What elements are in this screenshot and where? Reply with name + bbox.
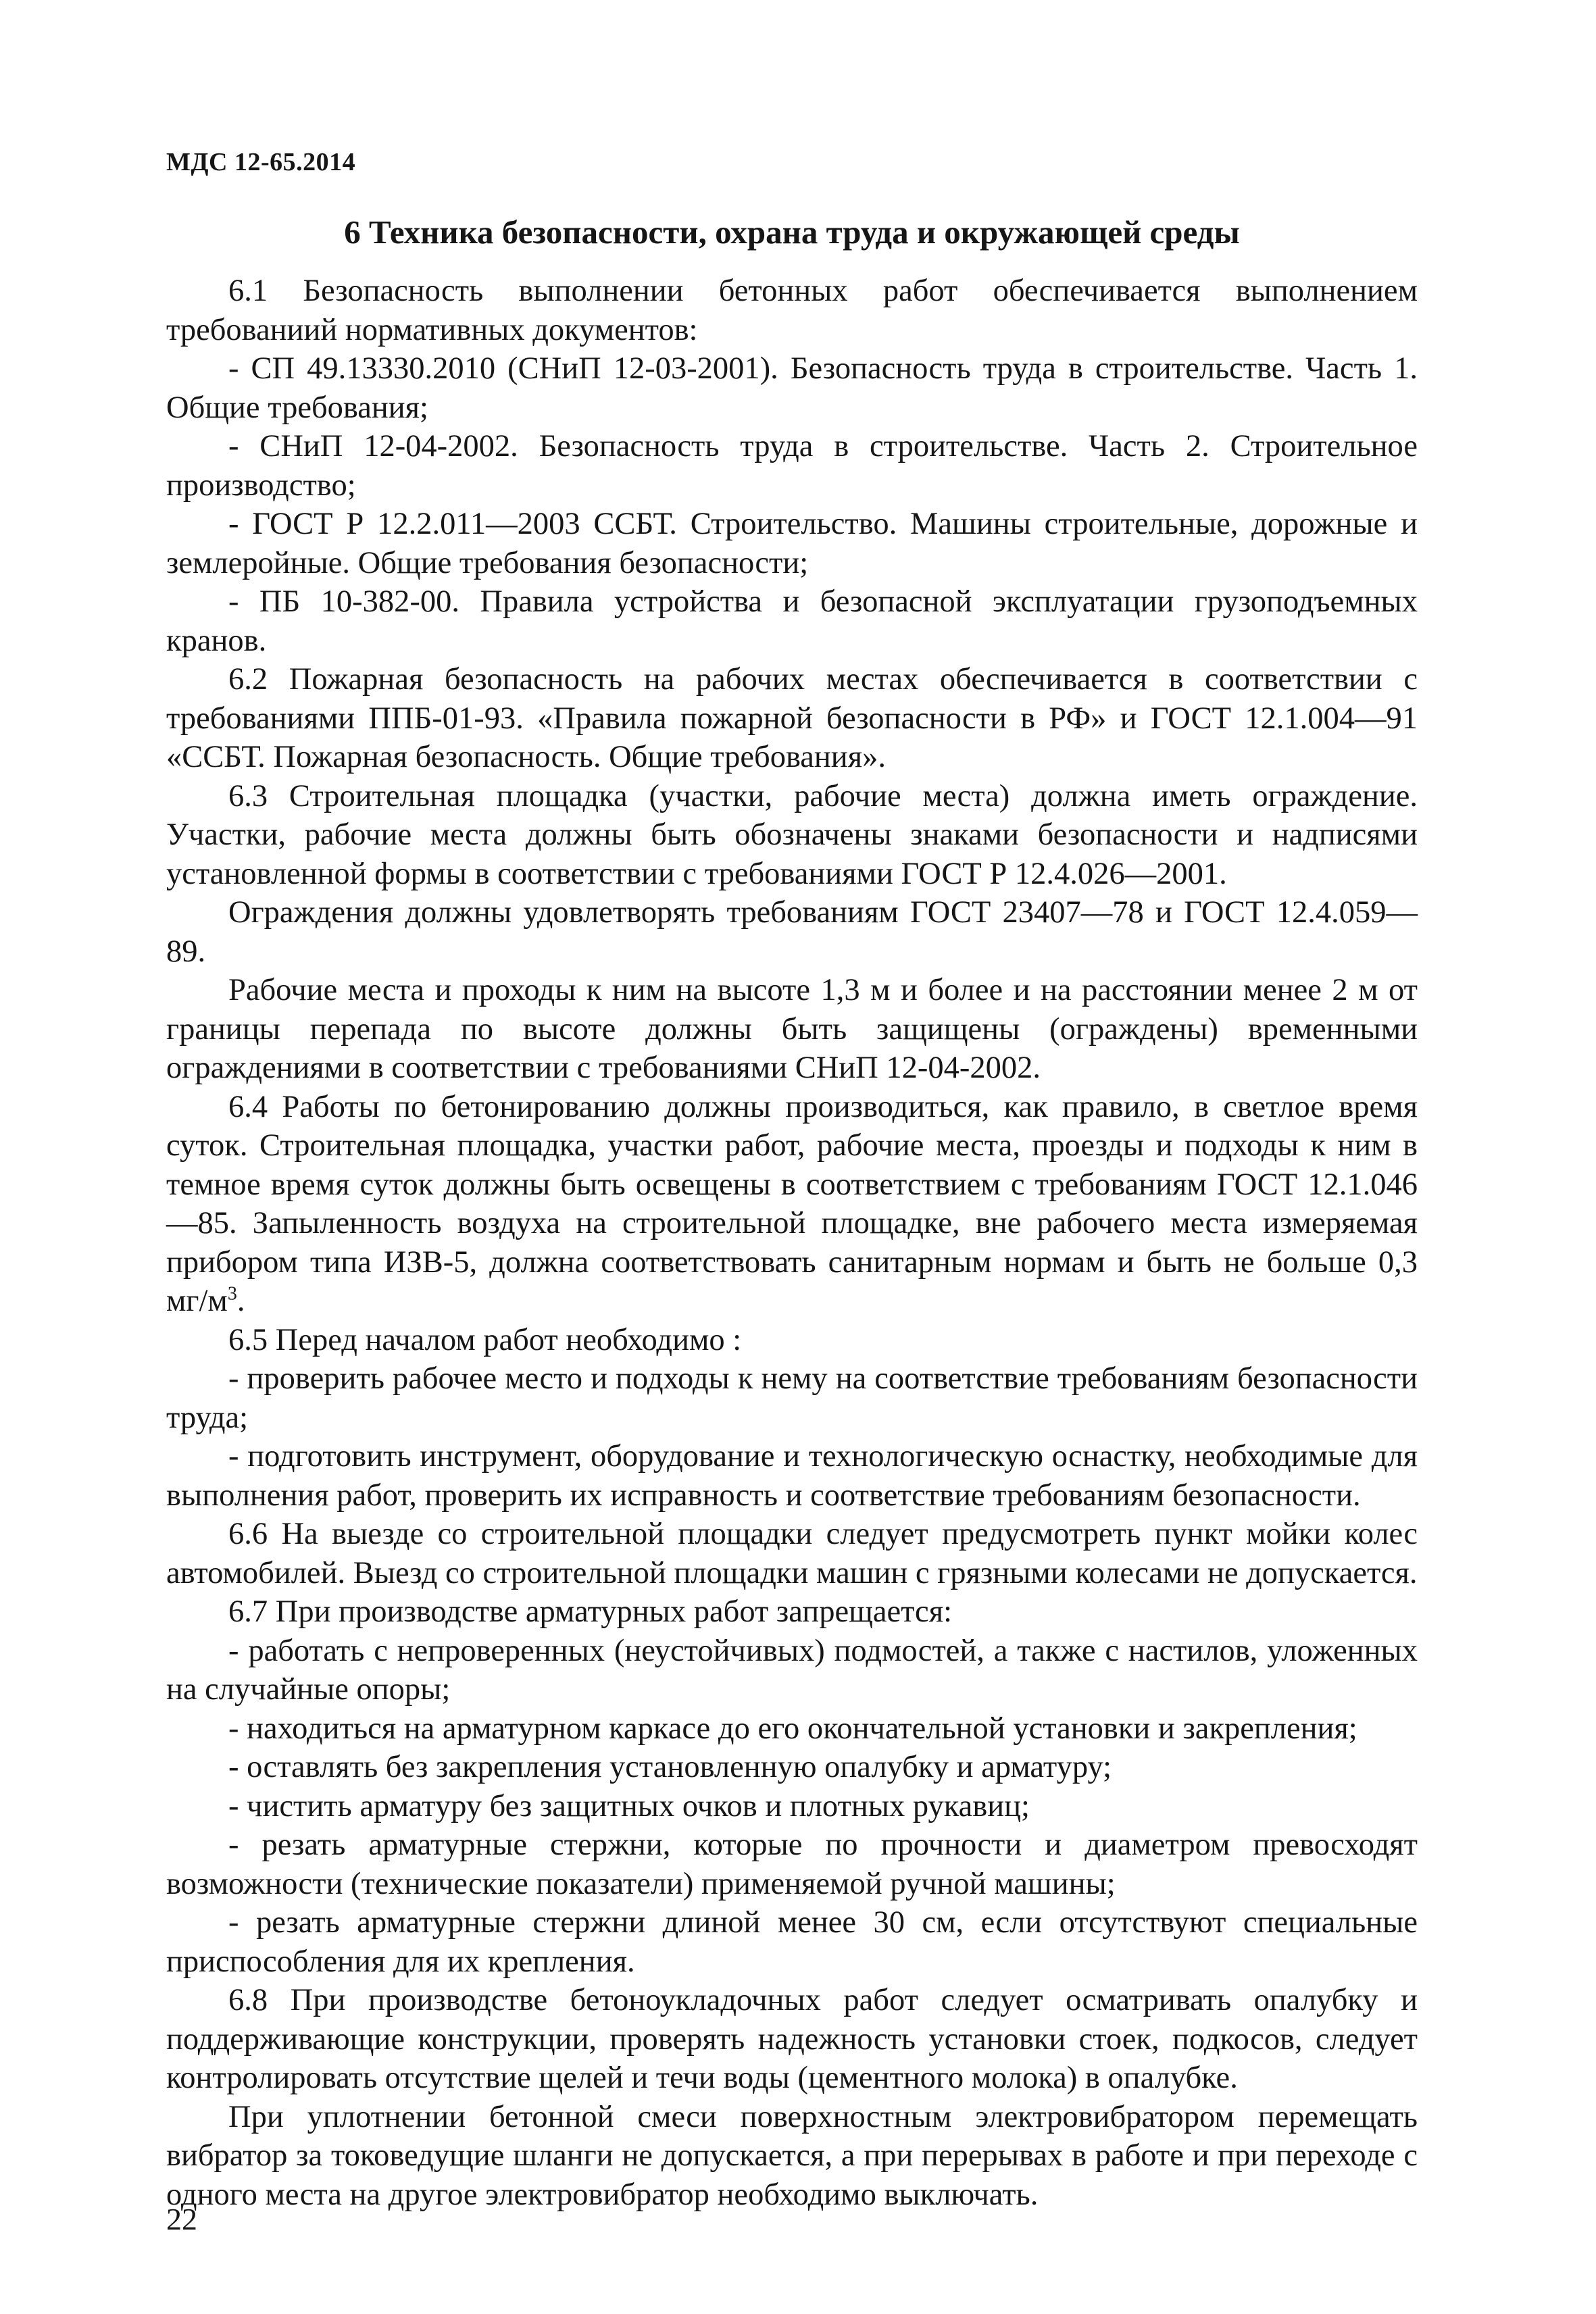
list-item: - СНиП 12-04-2002. Безопасность труда в строительстве. Часть 2. Строительное производство; xyxy=(166,429,1418,503)
list-item: - работать с непроверенных (неустойчивых) подмостей, а также с настилов, уложенных на случайные опоры; xyxy=(166,1633,1418,1707)
paragraph-6-8: 6.8 При производстве бетоноукладочных работ следует осматривать опалубку и поддерживающие конструкции, проверять надежность установки стоек, подкосов, следует контролировать отсутствие щелей и течи воды (цементного молока) в опалубке. xyxy=(166,1983,1418,2095)
list-item: - находиться на арматурном каркасе до его окончательной установки и закрепления; xyxy=(228,1711,1357,1746)
paragraph-6-3: 6.3 Строительная площадка (участки, рабочие места) должна иметь ограждение. Участки, рабочие места должны быть обозначены знаками безопасности и надписями установленной формы в соответствии с требованиями ГОСТ Р 12.4.026—2001. xyxy=(166,778,1418,891)
page-number: 22 xyxy=(166,2202,197,2236)
list-item: - проверить рабочее место и подходы к нему на соответствие требованиям безопасности труда; xyxy=(166,1361,1418,1435)
paragraph-6-6: 6.6 На выезде со строительной площадки следует предусмотреть пункт мойки колес автомобилей. Выезд со строительной площадки машин с грязными колесами не допускается. xyxy=(166,1517,1418,1590)
paragraph-6-1: 6.1 Безопасность выполнении бетонных работ обеспечивается выполнением требованиий нормативных документов: xyxy=(166,274,1418,347)
list-item: - резать арматурные стержни, которые по прочности и диаметром превосходят возможности (технические показатели) применяемой ручной машины; xyxy=(166,1828,1418,1901)
list-item: - ГОСТ Р 12.2.011—2003 ССБТ. Строительство. Машины строительные, дорожные и землеройные. Общие требования безопасности; xyxy=(166,507,1418,580)
superscript: 3 xyxy=(227,1283,237,1305)
list-item: - подготовить инструмент, оборудование и технологическую оснастку, необходимые для выполнения работ, проверить их исправность и соответствие требованиям безопасности. xyxy=(166,1439,1418,1513)
list-item: - оставлять без закрепления установленную опалубку и арматуру; xyxy=(228,1750,1112,1784)
paragraph: Ограждения должны удовлетворять требованиям ГОСТ 23407—78 и ГОСТ 12.4.059—89. xyxy=(166,895,1418,969)
paragraph-6-4 xyxy=(166,1088,1418,1321)
list-item: - чистить арматуру без защитных очков и плотных рукавиц; xyxy=(228,1788,1030,1823)
list-item: - резать арматурные стержни длиной менее 30 см, если отсутствуют специальные приспособления для их крепления. xyxy=(166,1905,1418,1979)
list-item: - СП 49.13330.2010 (СНиП 12-03-2001). Безопасность труда в строительстве. Часть 1. Общие требования; xyxy=(166,351,1418,425)
paragraph: При уплотнении бетонной смеси поверхностным электровибратором перемещать вибратор за токоведущие шланги не допускается, а при перерывах в работе и при переходе с одного места на другое электровибратор необходимо выключать. xyxy=(166,2099,1418,2212)
paragraph: Рабочие места и проходы к ним на высоте 1,3 м и более и на расстоянии менее 2 м от границы перепада по высоте должны быть защищены (ограждены) временными ограждениями в соответствии с требованиями СНиП 12-04-2002. xyxy=(166,973,1418,1085)
section-title: 6 Техника безопасности, охрана труда и окружающей среды xyxy=(344,213,1240,251)
list-item: - ПБ 10-382-00. Правила устройства и безопасной эксплуатации грузоподъемных кранов. xyxy=(166,584,1418,658)
paragraph-6-7: 6.7 При производстве арматурных работ запрещается: xyxy=(228,1594,952,1629)
document-body xyxy=(166,272,1418,2214)
document-code: МДС 12-65.2014 xyxy=(166,148,356,176)
paragraph-6-4-end: . xyxy=(236,1284,245,1318)
paragraph-6-4-text: 6.4 Работы по бетонированию должны производиться, как правило, в светлое время суток. Строительная площадка, участки работ, рабочие места, проезды и подходы к ним в темное время суток должны быть освещены в соответствием с требованиям ГОСТ 12.1.046—85. Запыленность воздуха на строительной площадке, вне рабочего места измеряемая прибором типа ИЗВ-5, должна соответствовать санитарным нормам и быть не больше 0,3 мг/м xyxy=(166,1089,1418,1318)
paragraph-6-2: 6.2 Пожарная безопасность на рабочих местах обеспечивается в соответствии с требованиями ППБ-01-93. «Правила пожарной безопасности в РФ» и ГОСТ 12.1.004—91 «ССБТ. Пожарная безопасность. Общие требования». xyxy=(166,662,1418,774)
paragraph-6-5: 6.5 Перед началом работ необходимо : xyxy=(228,1322,742,1357)
